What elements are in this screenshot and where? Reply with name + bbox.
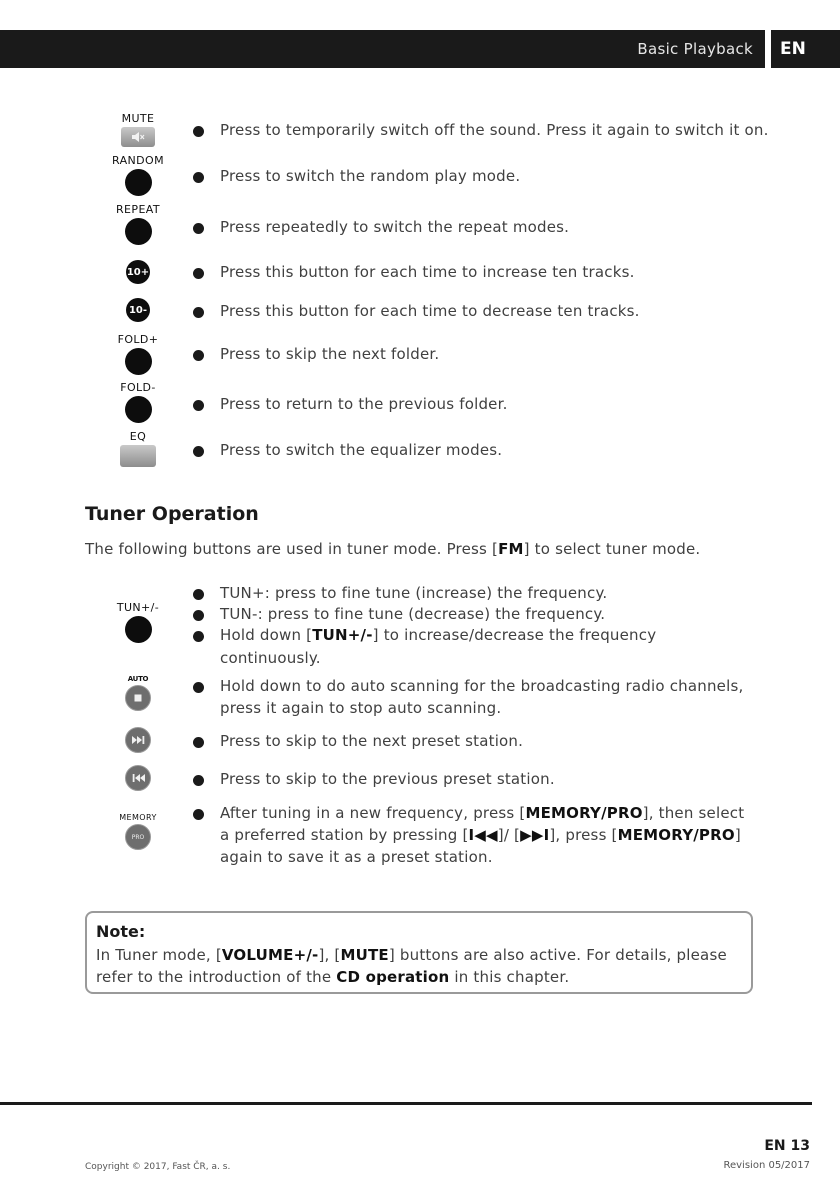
memory-button-illustration (98, 813, 178, 850)
eq-button-illustration (98, 430, 178, 467)
tun-minus-description: TUN-: press to fine tune (decrease) the frequency. (220, 605, 606, 623)
memory-pro-button-icon: PRO (125, 824, 151, 850)
bullet-icon (193, 809, 204, 820)
bullet-icon (193, 631, 204, 642)
bullet-icon (193, 775, 204, 786)
ten-plus-description: Press this button for each time to increase ten tracks. (220, 263, 635, 281)
bullet-icon (193, 307, 204, 318)
round-button-icon (125, 396, 152, 423)
note-title: Note: (96, 922, 146, 941)
tuner-intro: The following buttons are used in tuner mode. Press [FM] to select tuner mode. (85, 540, 701, 558)
header-bar (0, 30, 765, 68)
button-label: AUTO (127, 675, 149, 683)
round-button-icon (125, 218, 152, 245)
bullet-icon (193, 589, 204, 600)
ten-minus-button-illustration (98, 298, 178, 322)
note-line2: refer to the introduction of the CD operation in this chapter. (96, 968, 570, 986)
button-label: EQ (129, 430, 147, 443)
rect-button-icon (120, 445, 156, 467)
random-description: Press to switch the random play mode. (220, 167, 521, 185)
bullet-icon (193, 610, 204, 621)
prev-description: Press to skip to the previous preset station. (220, 770, 555, 788)
fold-minus-description: Press to return to the previous folder. (220, 395, 508, 413)
button-label: MEMORY (119, 813, 157, 822)
next-description: Press to skip to the next preset station. (220, 732, 524, 750)
note-box (85, 911, 753, 994)
speaker-muted-icon (121, 127, 155, 147)
memory-description-line3: again to save it as a preset station. (220, 848, 493, 866)
bullet-icon (193, 172, 204, 183)
button-label: TUN+/- (116, 601, 160, 614)
bullet-icon (193, 400, 204, 411)
memory-description-line1: After tuning in a new frequency, press [MEMORY/PRO], then select (220, 804, 745, 822)
bullet-icon (193, 268, 204, 279)
repeat-button-illustration (98, 203, 178, 245)
button-label: FOLD+ (117, 333, 159, 346)
bullet-icon (193, 350, 204, 361)
round-button-icon (125, 616, 152, 643)
ten-minus-description: Press this button for each time to decrease ten tracks. (220, 302, 640, 320)
auto-button-illustration (98, 675, 178, 711)
tun-hold-description: Hold down [TUN+/-] to increase/decrease the frequency (220, 626, 657, 644)
revision-text: Revision 05/2017 (723, 1160, 810, 1171)
auto-description-line2: press it again to stop auto scanning. (220, 699, 502, 717)
note-line1: In Tuner mode, [VOLUME+/-], [MUTE] buttons are also active. For details, please (96, 946, 727, 964)
random-button-illustration (98, 154, 178, 196)
mute-button-illustration (98, 112, 178, 147)
skip-next-icon (125, 727, 151, 753)
ten-plus-button-icon: 10+ (126, 260, 150, 284)
button-label: FOLD- (120, 381, 156, 394)
button-label: MUTE (121, 112, 155, 125)
fold-plus-button-illustration (98, 333, 178, 375)
section-title: Basic Playback (637, 40, 753, 58)
bullet-icon (193, 737, 204, 748)
fold-minus-button-illustration (98, 381, 178, 423)
tun-button-illustration (98, 601, 178, 643)
eq-description: Press to switch the equalizer modes. (220, 441, 503, 459)
memory-description-line2: a preferred station by pressing [I◀◀]/ [▶▶I], press [MEMORY/PRO] (220, 826, 741, 844)
bullet-icon (193, 682, 204, 693)
language-badge: EN (771, 30, 840, 68)
copyright-text: Copyright © 2017, Fast ČR, a. s. (85, 1162, 231, 1172)
ten-minus-button-icon: 10- (126, 298, 150, 322)
prev-button-illustration (98, 765, 178, 791)
ten-plus-button-illustration (98, 260, 178, 284)
button-label: REPEAT (116, 203, 160, 216)
button-label: RANDOM (112, 154, 164, 167)
stop-icon (125, 685, 151, 711)
round-button-icon (125, 169, 152, 196)
bullet-icon (193, 223, 204, 234)
tun-hold-continuation: continuously. (220, 649, 321, 667)
fold-plus-description: Press to skip the next folder. (220, 345, 440, 363)
bullet-icon (193, 446, 204, 457)
next-button-illustration (98, 727, 178, 753)
bullet-icon (193, 126, 204, 137)
skip-previous-icon (125, 765, 151, 791)
section-heading: Tuner Operation (85, 503, 259, 525)
repeat-description: Press repeatedly to switch the repeat modes. (220, 218, 570, 236)
footer-rule (0, 1102, 812, 1105)
mute-description: Press to temporarily switch off the sound. Press it again to switch it on. (220, 121, 769, 139)
auto-description-line1: Hold down to do auto scanning for the broadcasting radio channels, (220, 677, 744, 695)
tun-plus-description: TUN+: press to fine tune (increase) the frequency. (220, 584, 608, 602)
round-button-icon (125, 348, 152, 375)
page-number: EN 13 (764, 1138, 810, 1154)
